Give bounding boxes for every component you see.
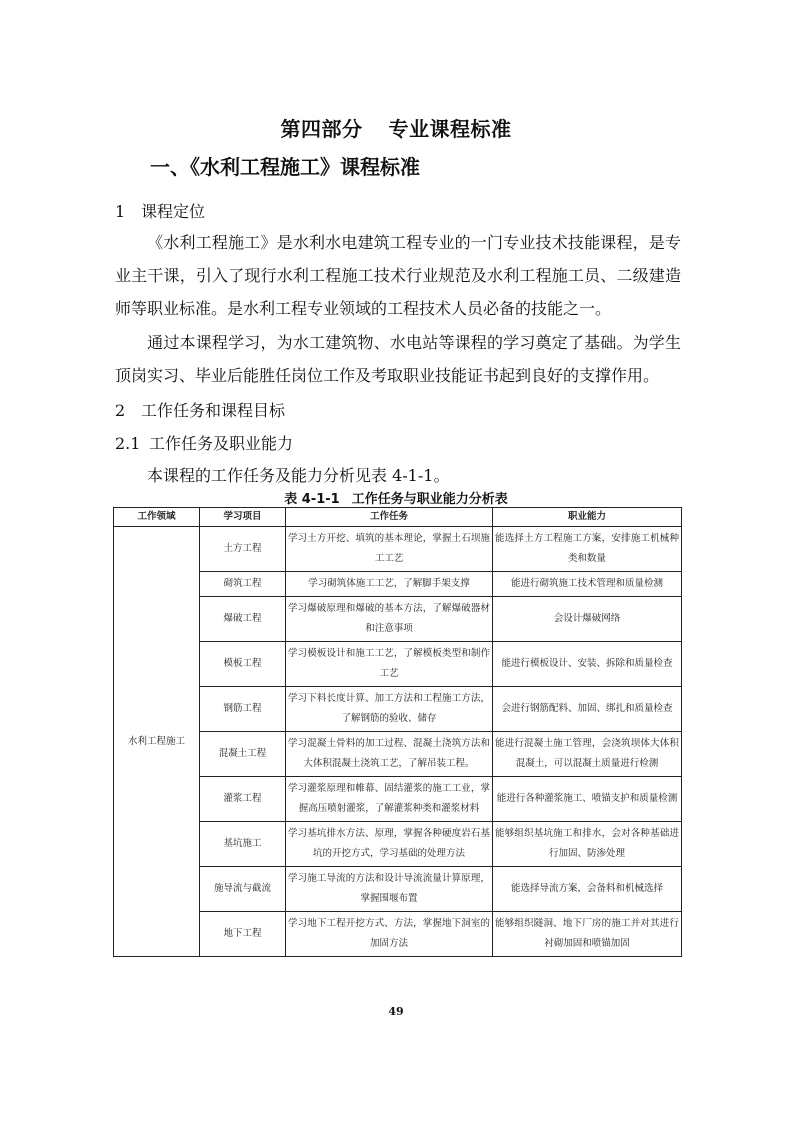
- paragraph-course-benefit: [115, 326, 681, 392]
- task-cell: 学习土方开挖、填筑的基本理论，掌握土石坝施工工艺: [286, 527, 493, 572]
- task-cell: 学习混凝土骨料的加工过程、混凝土浇筑方法和大体积混凝土浇筑工艺，了解吊装工程。: [286, 732, 493, 777]
- table-header-row: [114, 508, 682, 527]
- table-caption: [0, 488, 792, 507]
- header-ability: 职业能力: [493, 508, 682, 527]
- ability-cell: 能进行砌筑施工技术管理和质量检测: [493, 572, 682, 597]
- project-cell: 砌筑工程: [200, 572, 286, 597]
- project-cell: 灌浆工程: [200, 777, 286, 822]
- section-1-heading: [115, 199, 205, 222]
- ability-cell: 会设计爆破网络: [493, 597, 682, 642]
- part-label: 第四部分: [280, 117, 363, 141]
- domain-cell: 水利工程施工: [114, 527, 200, 957]
- ability-cell: 能进行各种灌浆施工、喷锚支护和质量检测: [493, 777, 682, 822]
- project-cell: 地下工程: [200, 912, 286, 957]
- task-cell: 学习砌筑体施工工艺，了解脚手架支撑: [286, 572, 493, 597]
- table-row: [114, 572, 682, 597]
- header-domain: 工作领域: [114, 508, 200, 527]
- section-2-1-heading: [115, 431, 293, 454]
- table-intro-line: 本课程的工作任务及能力分析见表 4-1-1。: [147, 466, 450, 485]
- task-cell: 学习施工导流的方法和设计导流流量计算原理，掌握围堰布置: [286, 867, 493, 912]
- table-row: [114, 527, 682, 572]
- part-heading: [0, 113, 792, 142]
- table-row: [114, 867, 682, 912]
- section-1-number: 1: [115, 202, 126, 221]
- ability-cell: 会进行钢筋配料、加固、绑扎和质量检查: [493, 687, 682, 732]
- project-cell: 模板工程: [200, 642, 286, 687]
- table-caption-title: 工作任务与职业能力分析表: [351, 492, 508, 507]
- paragraph-1-text: 《水利工程施工》是水利水电建筑工程专业的一门专业技术技能课程，是专业主干课，引入了现行水利工程施工技术行业规范及水利工程施工员、二级建造师等职业标准。是水利工程专业领域的工程技术人员必备的技能之一。: [115, 233, 681, 318]
- project-cell: 基坑施工: [200, 822, 286, 867]
- ability-cell: 能进行模板设计、安装、拆除和质量检查: [493, 642, 682, 687]
- part-title: 专业课程标准: [388, 117, 512, 141]
- section-1-title: 课程定位: [141, 202, 206, 221]
- section-2-1-title: 工作任务及职业能力: [149, 434, 294, 453]
- section-2-number: 2: [115, 401, 126, 420]
- project-cell: 钢筋工程: [200, 687, 286, 732]
- task-cell: 学习下料长度计算、加工方法和工程施工方法，了解钢筋的验收、储存: [286, 687, 493, 732]
- project-cell: 土方工程: [200, 527, 286, 572]
- table-row: [114, 777, 682, 822]
- task-ability-table: [113, 507, 682, 957]
- task-cell: 学习地下工程开挖方式、方法，掌握地下洞室的加固方法: [286, 912, 493, 957]
- table-row: [114, 642, 682, 687]
- header-task: 工作任务: [286, 508, 493, 527]
- table-row: [114, 912, 682, 957]
- table-row: [114, 822, 682, 867]
- table-row: [114, 687, 682, 732]
- table-row: [114, 732, 682, 777]
- section-2-title: 工作任务和课程目标: [141, 401, 286, 420]
- table-row: [114, 597, 682, 642]
- project-cell: 混凝土工程: [200, 732, 286, 777]
- paragraph-2-text: 通过本课程学习，为水工建筑物、水电站等课程的学习奠定了基础。为学生顶岗实习、毕业后能胜任岗位工作及考取职业技能证书起到良好的支撑作用。: [115, 333, 681, 385]
- ability-cell: 能够组织隧洞、地下厂房的施工并对其进行衬砌加固和喷锚加固: [493, 912, 682, 957]
- table-caption-number: 表 4-1-1: [284, 492, 340, 507]
- paragraph-course-positioning: [115, 226, 681, 325]
- ability-cell: 能够组织基坑施工和排水，会对各种基础进行加固、防渗处理: [493, 822, 682, 867]
- page-number: 49: [388, 1005, 404, 1018]
- section-2-1-number: 2.1: [115, 434, 141, 453]
- ability-cell: 能进行混凝土施工管理，会浇筑坝体大体积混凝土，可以混凝土质量进行检测: [493, 732, 682, 777]
- project-cell: 施导流与截流: [200, 867, 286, 912]
- project-cell: 爆破工程: [200, 597, 286, 642]
- ability-cell: 能选择土方工程施工方案，安排施工机械种类和数量: [493, 527, 682, 572]
- task-cell: 学习灌浆原理和帷幕、固结灌浆的施工工业，掌握高压喷射灌浆，了解灌浆种类和灌浆材料: [286, 777, 493, 822]
- course-heading: 一、《水利工程施工》课程标准: [150, 155, 420, 179]
- task-cell: 学习爆破原理和爆破的基本方法，了解爆破器材和注意事项: [286, 597, 493, 642]
- task-cell: 学习模板设计和施工工艺，了解模板类型和制作工艺: [286, 642, 493, 687]
- task-cell: 学习基坑排水方法、原理，掌握各种硬度岩石基坑的开挖方式，学习基础的处理方法: [286, 822, 493, 867]
- section-2-heading: [115, 398, 285, 421]
- ability-cell: 能选择导流方案，会备料和机械选择: [493, 867, 682, 912]
- header-project: 学习项目: [200, 508, 286, 527]
